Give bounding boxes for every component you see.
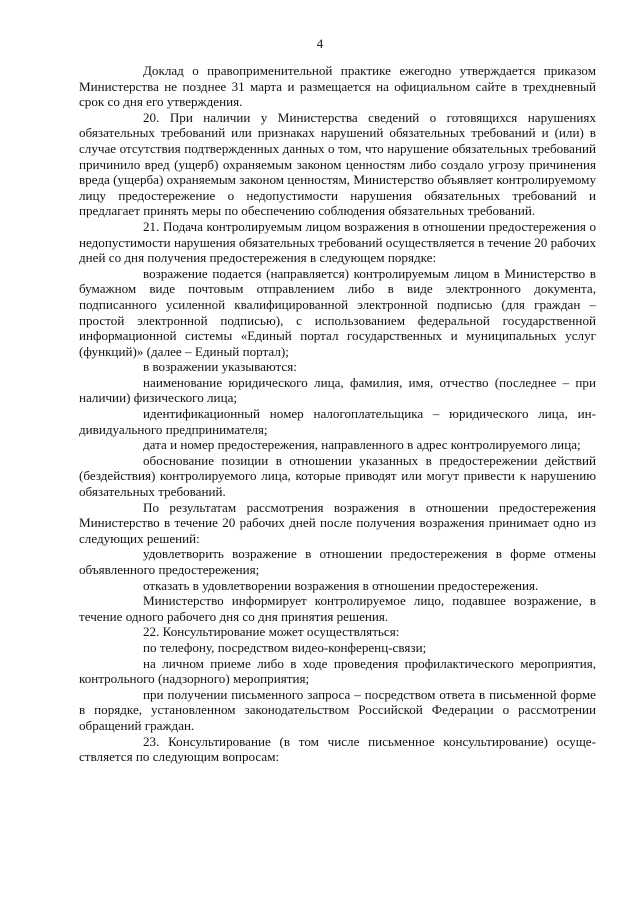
list-item-justification: обоснование позиции в отношении указанных в предостережении действий (бездействия) контролируемого лица, которые приводят или могут привести к нарушению обязательных требований. — [79, 452, 596, 500]
paragraph-objection-submission: возражение подается (направляется) контролируемым лицом в Министерство в бумажном виде почтовым отправлением либо в виде электронного документа, подписанного усиленной квалифицированной электронной подписью (для граждан – простой электронной подписью), с использованием федеральной государственной информационной системы «Единый портал государственных и муниципальных услуг (функций)» (далее – Единый портал); — [79, 265, 596, 359]
list-item-tax-number: идентификационный номер налогоплательщика – юридического лица, индивидуального предпринимателя; — [79, 406, 596, 437]
paragraph-21-objection: 21. Подача контролируемым лицом возражения в отношении предостережения о недопустимости нарушения обязательных требований осуществляется в течение 20 рабочих дней со дня получения предостережения в следующем порядке: — [79, 218, 596, 266]
paragraph-20-warning: 20. При наличии у Министерства сведений о готовящихся нарушениях обязательных требований или признаках нарушений обязательных требований и (или) в случае отсутствия подтвержденных данных о том, что нарушение обязательных требований причинило вред (ущерб) охраняемым законом ценностям либо создало угрозу причинения вреда (ущерба) охраняемым законом ценностям, Министерство объявляет контролируемому лицу предостережение о недопустимости нарушения обязательных требований и предлагает принять меры по обеспечению соблюдения обязательных требований. — [79, 109, 596, 219]
list-item-warning-date: дата и номер предостережения, направленного в адрес контролируемого лица; — [143, 437, 581, 453]
list-item-written: при получении письменного запроса – посредством ответа в письменной форме в порядке, установленном законодательством Российской Федерации о рассмотрении обращений граждан. — [79, 686, 596, 733]
paragraph-objection-contents: в возражении указываются: — [143, 359, 297, 375]
list-item-personal: на личном приеме либо в ходе проведения профилактического мероприятия, контрольного (надзорного) мероприятия; — [79, 655, 596, 687]
page-number: 4 — [316, 36, 324, 51]
list-item-refuse: отказать в удовлетворении возражения в отношении предостережения. — [143, 577, 539, 593]
paragraph-22-consulting: 22. Консультирование может осуществляться: — [143, 624, 400, 640]
paragraph-review-results: По результатам рассмотрения возражения в отношении предостережения Министерство в течение 20 рабочих дней после получения возражения принимает одно из следующих решений: — [79, 499, 596, 546]
list-item-name: наименование юридического лица, фамилия, имя, отчество (последнее – при наличии) физического лица; — [79, 374, 596, 406]
list-item-phone: по телефону, посредством видео-конференц-связи; — [143, 639, 427, 655]
paragraph-23-consulting-topics: 23. Консультирование (в том числе письменное консультирование) осуществляется по следующим вопросам: — [79, 733, 596, 765]
document-body — [79, 63, 596, 765]
list-item-satisfy: удовлетворить возражение в отношении предостережения в форме отмены объявленного предостережения; — [79, 546, 596, 577]
paragraph-inform: Министерство информирует контролируемое лицо, подавшее возражение, в течение одного рабочего дня со дня принятия решения. — [79, 593, 596, 624]
paragraph-report-approval: Доклад о правоприменительной практике ежегодно утверждается приказом Министерства не позднее 31 марта и размещается на официальном сайте в трехдневный срок со дня его утверждения. — [79, 63, 596, 110]
